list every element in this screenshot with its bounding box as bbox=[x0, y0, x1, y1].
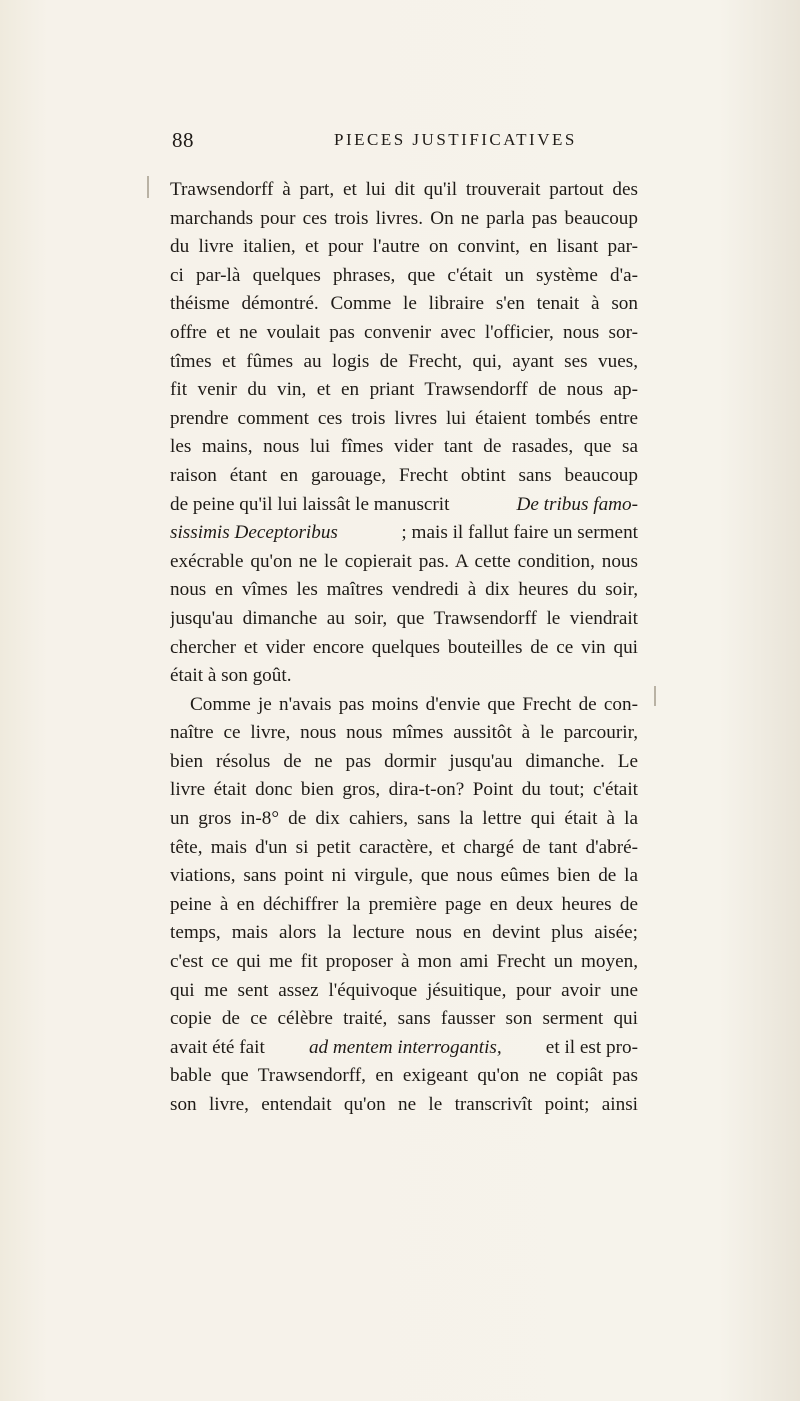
text-line: théisme démontré. Comme le libraire s'en tenait à son bbox=[170, 293, 638, 315]
text-line: les mains, nous lui fîmes vider tant de rasades, que sa bbox=[170, 436, 638, 458]
text-line: bien résolus de ne pas dormir jusqu'au dimanche. Le bbox=[170, 750, 638, 772]
text-line: du livre italien, et pour l'autre on convint, en lisant par- bbox=[170, 236, 638, 258]
text-line: exécrable qu'on ne le copierait pas. A cette condition, nous bbox=[170, 550, 638, 572]
text-line: c'est ce qui me fit proposer à mon ami Frecht un moyen, bbox=[170, 951, 638, 973]
text-line: qui me sent assez l'équivoque jésuitique, pour avoir une bbox=[170, 979, 638, 1001]
text-line: jusqu'au dimanche au soir, que Trawsendorff le viendrait bbox=[170, 607, 638, 629]
text-line: Comme je n'avais pas moins d'envie que Frecht de con- bbox=[190, 693, 638, 715]
italic-latin-phrase: ad mentem interrogantis, bbox=[308, 1036, 502, 1058]
text-line: prendre comment ces trois livres lui étaient tombés entre bbox=[170, 407, 638, 429]
text-line-rest: et il est pro- bbox=[545, 1036, 638, 1058]
page-number: 88 bbox=[172, 128, 194, 152]
text-line: fit venir du vin, et en priant Trawsendorff de nous ap- bbox=[170, 379, 638, 401]
text-line: son livre, entendait qu'on ne le transcrivît point; ainsi bbox=[170, 1094, 638, 1115]
text-line bbox=[170, 1034, 638, 1063]
text-line: temps, mais alors la lecture nous en devint plus aisée; bbox=[170, 922, 638, 944]
text-line: offre et ne voulait pas convenir avec l'officier, nous sor- bbox=[170, 321, 638, 343]
text-line-start: de peine qu'il lui laissât le manuscrit bbox=[170, 493, 450, 515]
running-head: PIECES JUSTIFICATIVES bbox=[334, 130, 577, 149]
body-text bbox=[170, 176, 638, 1120]
text-line: peine à en déchiffrer la première page en deux heures de bbox=[170, 893, 638, 915]
right-margin-mark bbox=[654, 686, 656, 706]
text-line: tîmes et fûmes au logis de Frecht, qui, ayant ses vues, bbox=[170, 350, 638, 372]
text-line: Trawsendorff à part, et lui dit qu'il trouverait partout des bbox=[170, 179, 638, 200]
text-line: chercher et vider encore quelques bouteilles de ce vin qui bbox=[170, 636, 638, 658]
text-line: raison étant en garouage, Frecht obtint sans beaucoup bbox=[170, 464, 638, 486]
italic-title-fragment: De tribus famo- bbox=[516, 493, 638, 515]
text-line: marchands pour ces trois livres. On ne parla pas beaucoup bbox=[170, 207, 638, 229]
text-line-start: avait été fait bbox=[170, 1036, 265, 1058]
text-line: bable que Trawsendorff, en exigeant qu'on ne copiât pas bbox=[170, 1065, 638, 1087]
text-line: viations, sans point ni virgule, que nous eûmes bien de la bbox=[170, 865, 638, 887]
page-header bbox=[172, 128, 632, 156]
text-line-rest: ; mais il fallut faire un serment bbox=[401, 522, 638, 544]
text-line: livre était donc bien gros, dira-t-on? Point du tout; c'était bbox=[170, 779, 638, 801]
text-line: était à son goût. bbox=[170, 665, 292, 687]
text-line: un gros in-8° de dix cahiers, sans la lettre qui était à la bbox=[170, 808, 638, 830]
text-line bbox=[170, 491, 638, 520]
text-line: tête, mais d'un si petit caractère, et chargé de tant d'abré- bbox=[170, 836, 638, 858]
text-line: naître ce livre, nous nous mîmes aussitôt à le parcourir, bbox=[170, 722, 638, 744]
text-line: copie de ce célèbre traité, sans fausser son serment qui bbox=[170, 1008, 638, 1030]
text-line: nous en vîmes les maîtres vendredi à dix heures du soir, bbox=[170, 579, 638, 601]
left-margin-mark bbox=[147, 176, 149, 198]
text-line: ci par-là quelques phrases, que c'était un système d'a- bbox=[170, 264, 638, 286]
italic-title-fragment: sissimis Deceptoribus bbox=[170, 522, 338, 544]
text-line bbox=[170, 519, 638, 548]
